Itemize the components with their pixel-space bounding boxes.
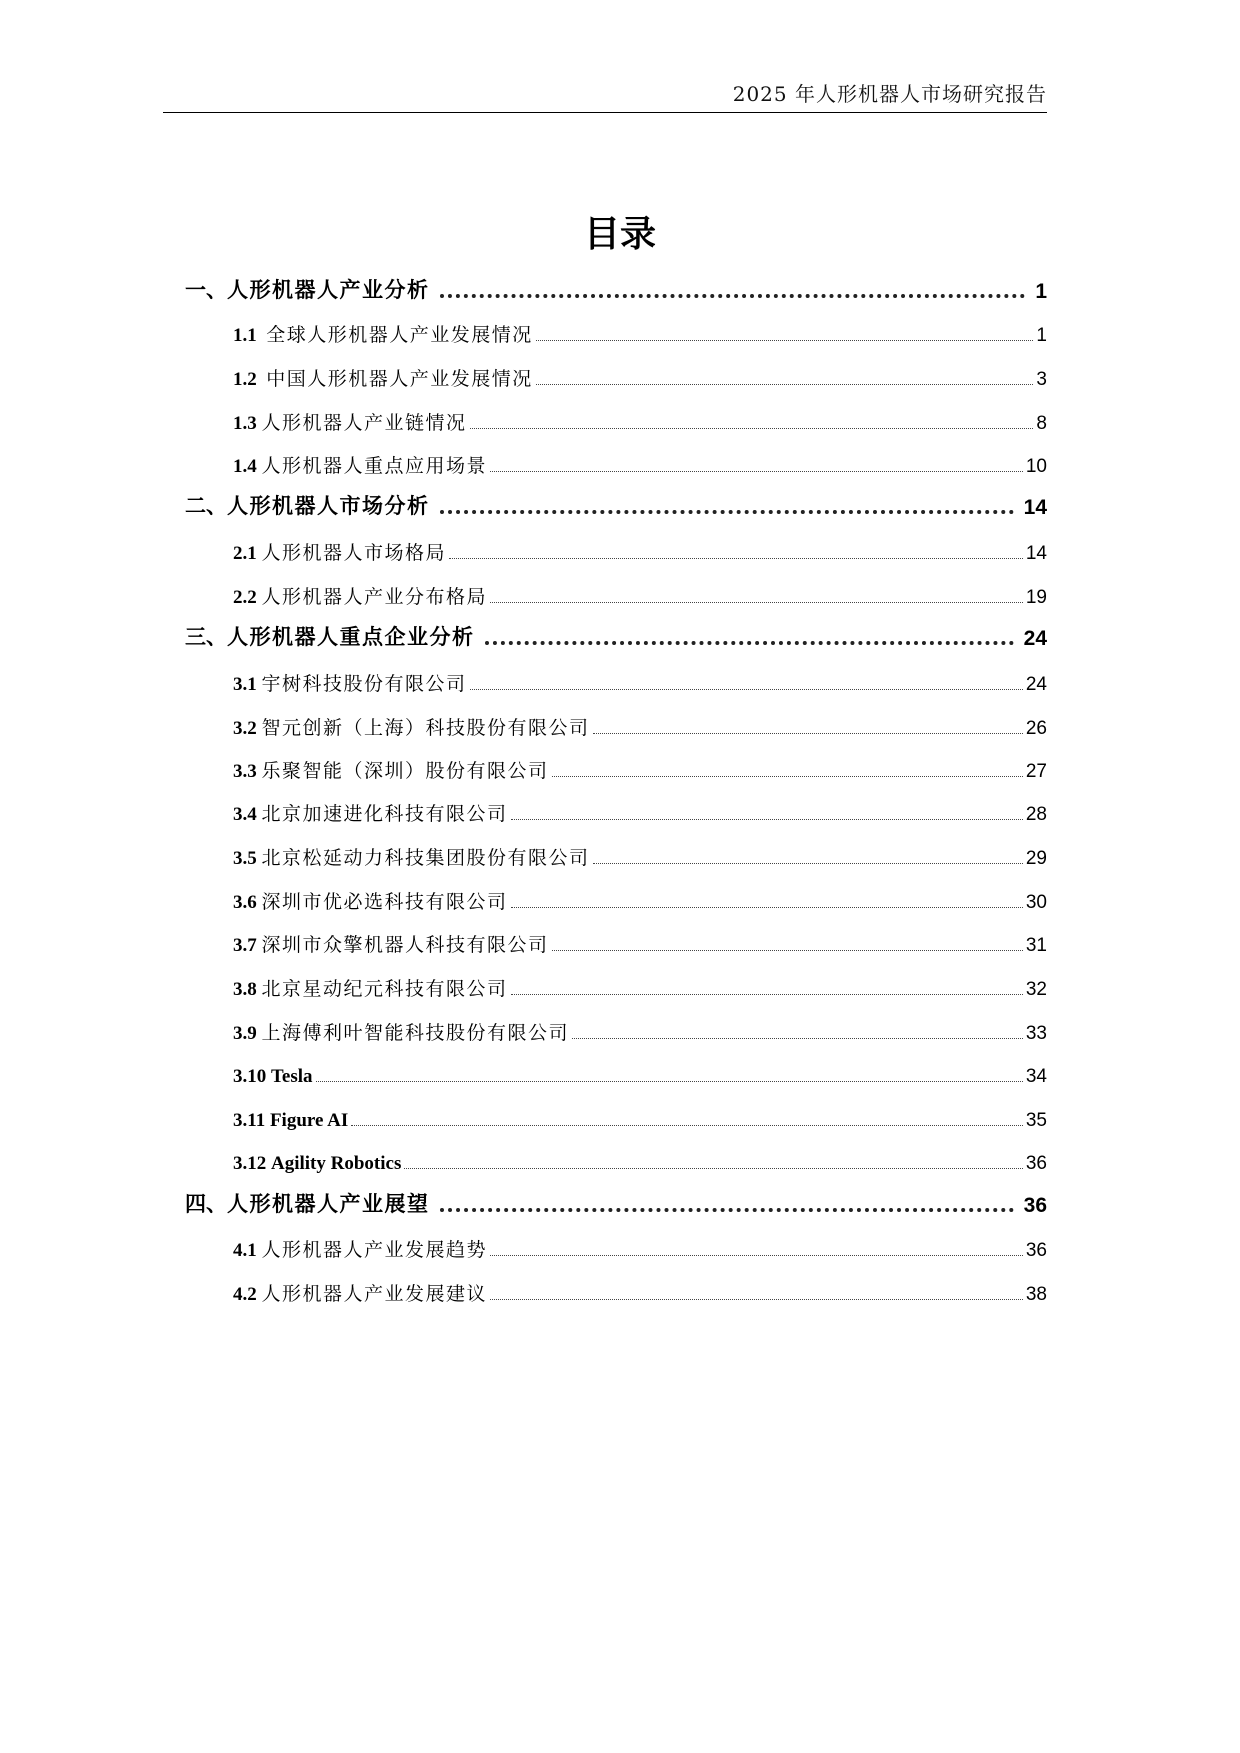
- toc-page-number: 3: [1036, 369, 1047, 390]
- toc-number: 4.1: [233, 1240, 257, 1261]
- dot-leader: [440, 510, 1014, 514]
- toc-number: 三、: [185, 625, 227, 649]
- toc-label: 北京加速进化科技有限公司: [261, 803, 508, 825]
- toc-section-3-4[interactable]: [233, 796, 1047, 826]
- toc-label: 人形机器人重点企业分析: [227, 625, 475, 649]
- toc-label: 人形机器人产业发展建议: [261, 1283, 488, 1305]
- toc-section-1-3[interactable]: [233, 405, 1047, 435]
- dot-leader: [470, 428, 1034, 429]
- toc-section-4-1[interactable]: [233, 1232, 1047, 1262]
- toc-page-number: 8: [1036, 413, 1047, 434]
- toc-number: 3.7: [233, 935, 257, 956]
- dot-leader: [511, 994, 1023, 995]
- dot-leader: [511, 819, 1023, 820]
- dot-leader: [552, 776, 1023, 777]
- toc-label: 乐聚智能（深圳）股份有限公司: [261, 760, 549, 782]
- toc-section-3-11[interactable]: [233, 1102, 1047, 1132]
- toc-heading: 目录: [583, 214, 656, 255]
- toc-page-number: 35: [1025, 1110, 1047, 1131]
- toc-label: Tesla: [271, 1066, 313, 1087]
- report-title: 2025 年人形机器人市场研究报告: [732, 82, 1047, 106]
- toc-number: 3.2: [233, 718, 257, 739]
- toc-number: 3.6: [233, 892, 257, 913]
- toc-page-number: 14: [1025, 543, 1047, 564]
- toc-number: 3.5: [233, 848, 257, 869]
- toc-page-number: 31: [1025, 935, 1047, 956]
- toc-page-number: 1: [1036, 325, 1047, 346]
- toc-label: Figure AI: [269, 1110, 349, 1131]
- dot-leader: [351, 1125, 1023, 1126]
- page-header: [163, 80, 1047, 113]
- toc-page-number: 38: [1025, 1284, 1047, 1305]
- toc-page-number: 29: [1025, 848, 1047, 869]
- toc-page-number: 28: [1025, 804, 1047, 825]
- toc-label: 人形机器人产业分布格局: [261, 586, 488, 608]
- toc-label: Agility Robotics: [271, 1153, 402, 1174]
- toc-number: 3.3: [233, 761, 257, 782]
- toc-page-number: 30: [1025, 892, 1047, 913]
- toc-number: 二、: [185, 494, 227, 518]
- toc-label: 人形机器人重点应用场景: [261, 455, 488, 477]
- toc-number: 1.2: [233, 369, 257, 390]
- toc-label: 人形机器人市场分析: [227, 494, 430, 518]
- dot-leader: [511, 907, 1023, 908]
- dot-leader: [536, 340, 1034, 341]
- toc-page-number: 24: [1025, 674, 1047, 695]
- toc-label: 深圳市众擎机器人科技有限公司: [261, 934, 549, 956]
- toc-page-number: 24: [1023, 627, 1047, 650]
- dot-leader: [490, 1299, 1023, 1300]
- toc-chapter-3[interactable]: [185, 621, 1047, 651]
- toc-label: 人形机器人产业链情况: [261, 412, 467, 434]
- toc-section-1-1[interactable]: [233, 317, 1047, 347]
- toc-section-3-6[interactable]: [233, 884, 1047, 914]
- toc-number: 四、: [185, 1192, 227, 1216]
- dot-leader: [404, 1168, 1023, 1169]
- toc-number: 1.1: [233, 325, 257, 346]
- toc-number: 3.11: [233, 1110, 266, 1131]
- toc-number: 2.2: [233, 587, 257, 608]
- toc-label: 中国人形机器人产业发展情况: [266, 368, 533, 390]
- dot-leader: [316, 1081, 1023, 1082]
- toc-number: 1.4: [233, 456, 257, 477]
- toc-section-3-12[interactable]: [233, 1145, 1047, 1175]
- toc-label: 人形机器人产业分析: [227, 278, 430, 302]
- toc-section-1-2[interactable]: [233, 361, 1047, 391]
- toc-page-number: 36: [1025, 1153, 1047, 1174]
- toc-page-number: 33: [1025, 1023, 1047, 1044]
- toc-page-number: 36: [1023, 1194, 1047, 1217]
- toc-label: 北京星动纪元科技有限公司: [261, 978, 508, 1000]
- toc-section-2-1[interactable]: [233, 535, 1047, 565]
- dot-leader: [593, 863, 1023, 864]
- dot-leader: [552, 950, 1023, 951]
- dot-leader: [440, 294, 1026, 298]
- toc-label: 上海傅利叶智能科技股份有限公司: [261, 1022, 570, 1044]
- toc-number: 4.2: [233, 1284, 257, 1305]
- toc-page-number: 34: [1025, 1066, 1047, 1087]
- toc-number: 1.3: [233, 413, 257, 434]
- dot-leader: [470, 689, 1023, 690]
- toc-section-3-1[interactable]: [233, 666, 1047, 696]
- toc-label: 北京松延动力科技集团股份有限公司: [261, 847, 590, 869]
- dot-leader: [490, 1255, 1023, 1256]
- toc-label: 深圳市优必选科技有限公司: [261, 891, 508, 913]
- dot-leader: [536, 384, 1034, 385]
- toc-section-3-2[interactable]: [233, 710, 1047, 740]
- toc-label: 人形机器人产业展望: [227, 1192, 430, 1216]
- toc-page-number: 19: [1025, 587, 1047, 608]
- toc-number: 3.12: [233, 1153, 267, 1174]
- toc-chapter-2[interactable]: [185, 490, 1047, 520]
- toc-section-2-2[interactable]: [233, 579, 1047, 609]
- toc-section-3-5[interactable]: [233, 840, 1047, 870]
- toc-section-3-7[interactable]: [233, 927, 1047, 957]
- dot-leader: [490, 602, 1023, 603]
- toc-page-number: 26: [1025, 718, 1047, 739]
- toc-label: 智元创新（上海）科技股份有限公司: [261, 717, 590, 739]
- toc-number: 3.9: [233, 1023, 257, 1044]
- toc-chapter-1[interactable]: [185, 274, 1047, 304]
- dot-leader: [490, 471, 1023, 472]
- toc-page-number: 1: [1035, 280, 1047, 303]
- dot-leader: [572, 1038, 1023, 1039]
- toc-page-number: 36: [1025, 1240, 1047, 1261]
- toc-number: 3.10: [233, 1066, 267, 1087]
- dot-leader: [440, 1208, 1014, 1212]
- toc-number: 2.1: [233, 543, 257, 564]
- dot-leader: [449, 558, 1023, 559]
- toc-section-3-10[interactable]: [233, 1058, 1047, 1088]
- toc-page-number: 27: [1025, 761, 1047, 782]
- toc-section-3-9[interactable]: [233, 1015, 1047, 1045]
- toc-label: 宇树科技股份有限公司: [261, 673, 467, 695]
- toc-label: 人形机器人市场格局: [261, 542, 447, 564]
- toc-section-3-3[interactable]: [233, 753, 1047, 783]
- toc-label: 全球人形机器人产业发展情况: [266, 324, 533, 346]
- toc-page-number: 10: [1025, 456, 1047, 477]
- toc-section-4-2[interactable]: [233, 1276, 1047, 1306]
- toc-chapter-4[interactable]: [185, 1188, 1047, 1218]
- toc-number: 3.4: [233, 804, 257, 825]
- toc-number: 3.1: [233, 674, 257, 695]
- toc-page-number: 14: [1023, 496, 1047, 519]
- toc-section-3-8[interactable]: [233, 971, 1047, 1001]
- toc-page-number: 32: [1025, 979, 1047, 1000]
- toc-section-1-4[interactable]: [233, 448, 1047, 478]
- dot-leader: [485, 641, 1014, 645]
- toc-number: 3.8: [233, 979, 257, 1000]
- toc-number: 一、: [185, 278, 227, 302]
- toc-label: 人形机器人产业发展趋势: [261, 1239, 488, 1261]
- dot-leader: [593, 733, 1023, 734]
